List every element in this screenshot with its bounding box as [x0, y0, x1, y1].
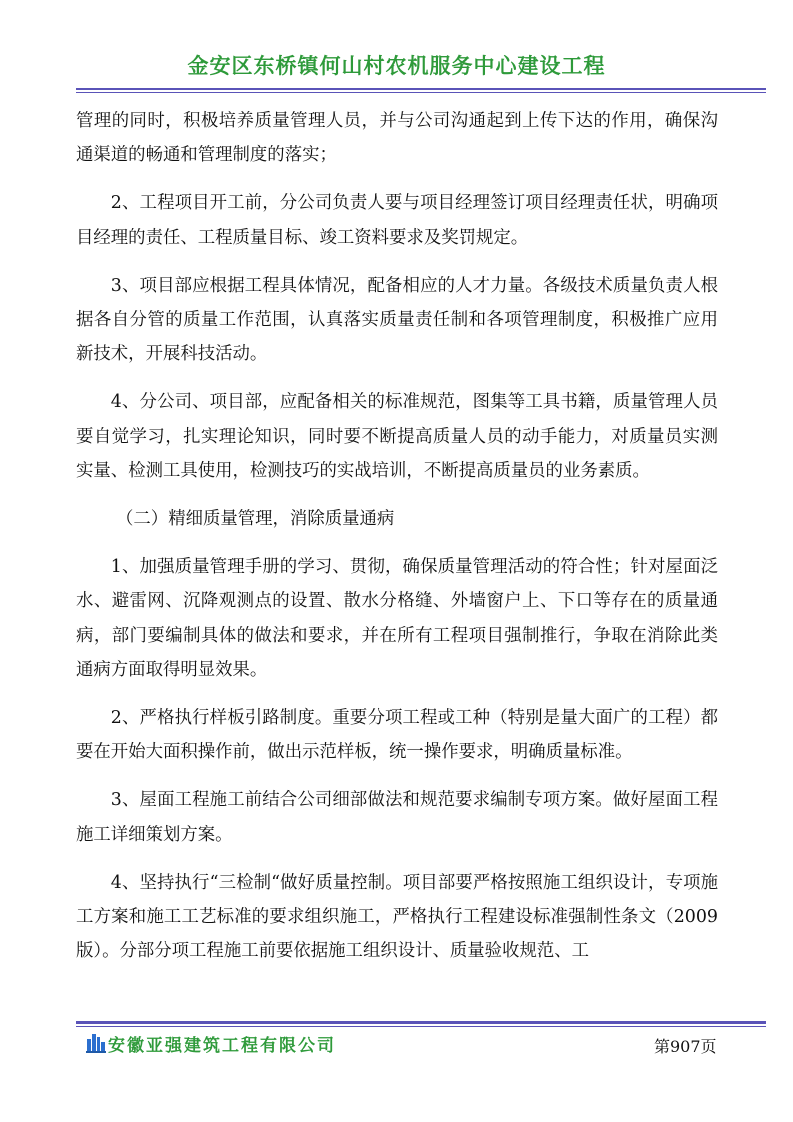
paragraph-item-3: 3、项目部应根据工程具体情况，配备相应的人才力量。各级技术质量负责人根据各自分管的质量工作范围，认真落实质量责任制和各项管理制度，积极推广应用新技术，开展科技活动。: [76, 275, 718, 365]
paragraph-item-2b: 2、严格执行样板引路制度。重要分项工程或工种（特别是量大面广的工程）都要在开始大面积操作前，做出示范样板，统一操作要求，明确质量标准。: [76, 708, 718, 763]
paragraph-item-1: 1、加强质量管理手册的学习、贯彻，确保质量管理活动的符合性；针对屋面泛水、避雷网、沉降观测点的设置、散水分格缝、外墙窗户上、下口等存在的质量通病，部门要编制具体的做法和要求，并在所有工程项目强制推行，争取在消除此类通病方面取得明显效果。: [76, 557, 718, 680]
footer-company-name: 安徽亚强建筑工程有限公司: [108, 1036, 336, 1056]
paragraph-item-4: 4、分公司、项目部，应配备相关的标准规范，图集等工具书籍，质量管理人员要自觉学习，扎实理论知识，同时要不断提高质量人员的动手能力，对质量员实测实量、检测工具使用，检测技巧的实战培训，不断提高质量员的业务素质。: [76, 392, 718, 481]
header-rule: [76, 88, 766, 90]
paragraph-item-2: 2、工程项目开工前，分公司负责人要与项目经理签订项目经理责任状，明确项目经理的责任、工程质量目标、竣工资料要求及奖罚规定。: [76, 193, 718, 248]
company-logo-icon: [86, 1031, 106, 1053]
document-body: [76, 104, 718, 982]
header-rule-thin: [76, 92, 766, 93]
footer-rule: [76, 1021, 766, 1024]
section-heading: （二）精细质量管理，消除质量通病: [116, 509, 395, 530]
footer-rule-thin: [76, 1026, 766, 1027]
header-title: 金安区东桥镇何山村农机服务中心建设工程: [187, 54, 606, 78]
page-number: 第907页: [654, 1037, 717, 1056]
paragraph-continuation: 管理的同时，积极培养质量管理人员，并与公司沟通起到上传下达的作用，确保沟通渠道的畅通和管理制度的落实；: [76, 111, 718, 166]
paragraph-item-3b: 3、屋面工程施工前结合公司细部做法和规范要求编制专项方案。做好屋面工程施工详细策划方案。: [76, 790, 718, 845]
paragraph-item-4b: 4、坚持执行“三检制“做好质量控制。项目部要严格按照施工组织设计，专项施工方案和施工工艺标准的要求组织施工，严格执行工程建设标准强制性条文（2009版）。分部分项工程施工前要依据施工组织设计、质量验收规范、工: [76, 872, 718, 962]
